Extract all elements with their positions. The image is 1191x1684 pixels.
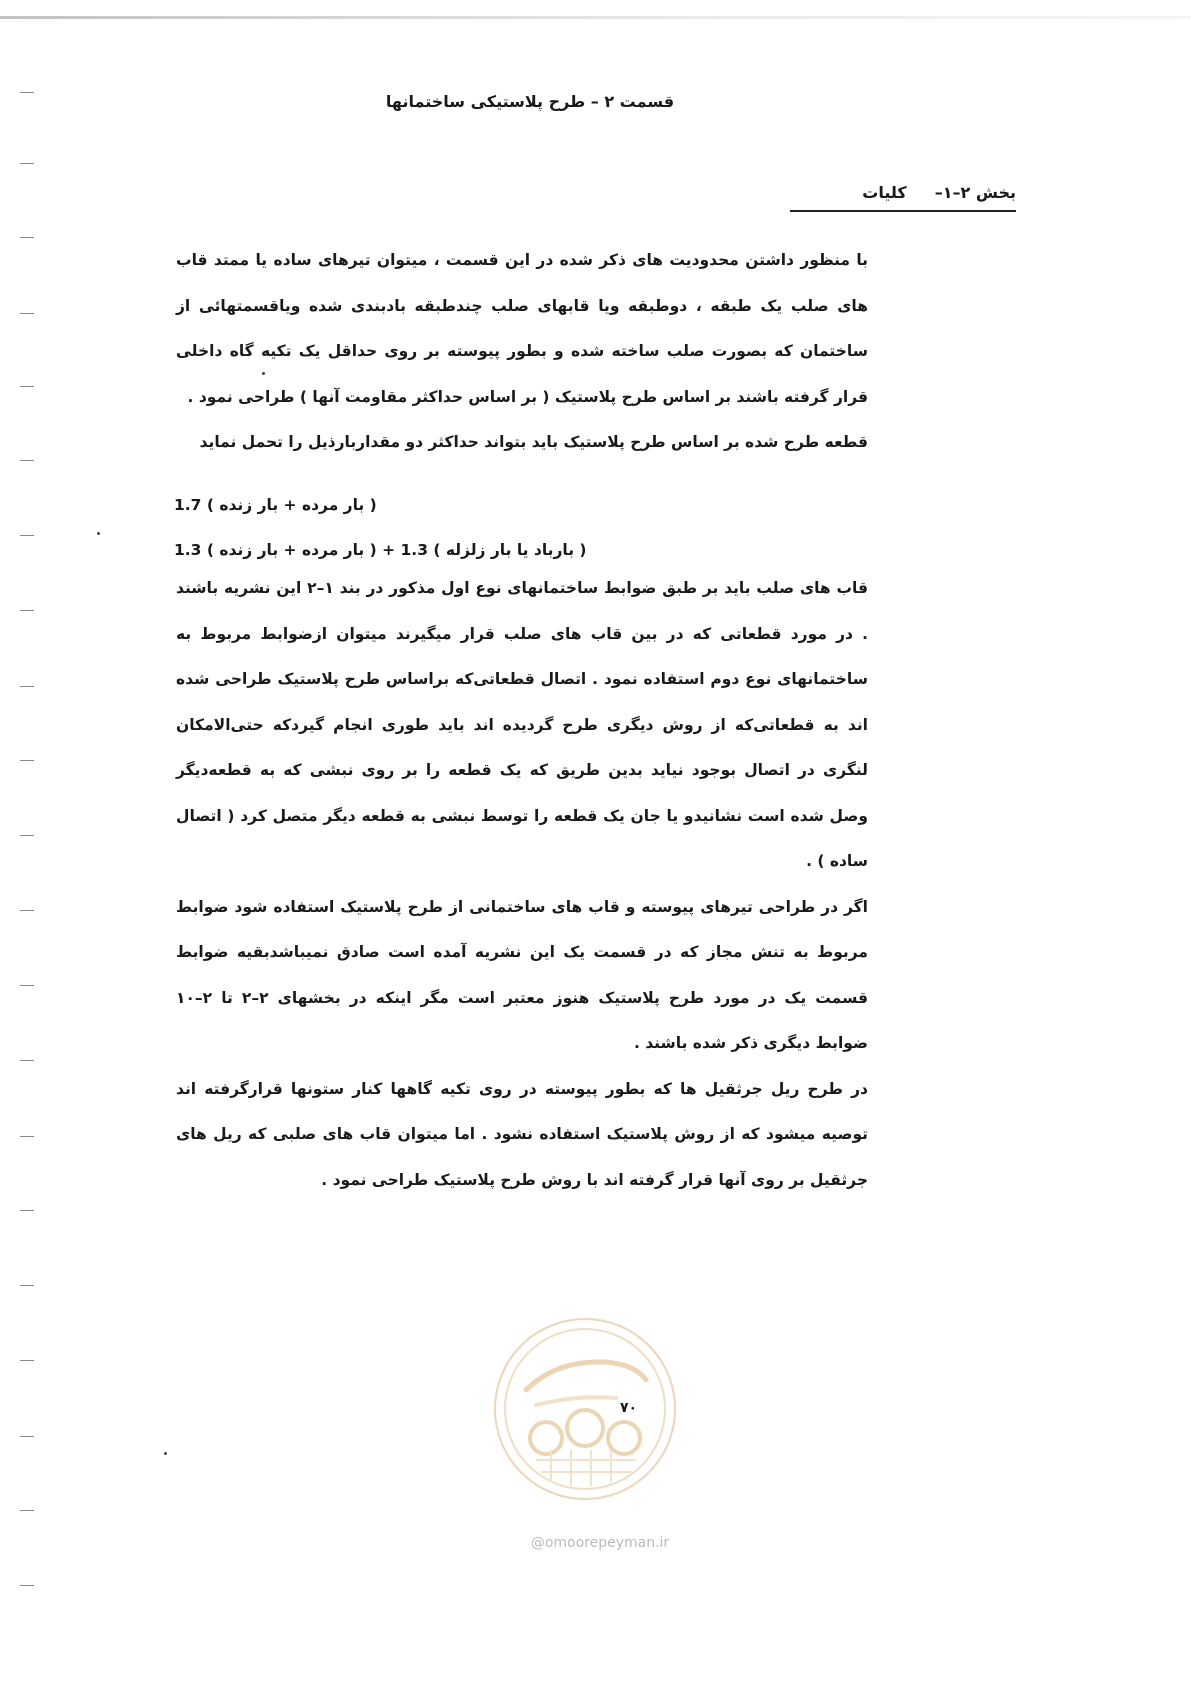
margin-mark [20,237,34,238]
margin-mark [20,92,34,93]
margin-mark [20,1136,34,1137]
margin-mark [20,386,34,387]
body-text [176,238,868,466]
margin-mark [20,610,34,611]
formula-factor: 1.7 [174,496,202,514]
formula-1 [174,496,403,514]
scan-speck [97,532,100,535]
margin-mark [20,1585,34,1586]
paragraph: اگر در طراحی تیرهای پیوسته و قاب های ساختمانی از طرح پلاستیک استفاده شود ضوابط مربوط به تنش مجاز که در قسمت یک این نشریه آمده است صادق نمیباشدبقیه ضوابط قسمت یک در مورد طرح پلاستیک هنوز معتبر است مگر اینکه در بخشهای ۲–۲ تا ۲–۱۰ ضوابط دیگری ذکر شده باشند . [176,897,868,1052]
margin-mark [20,686,34,687]
paragraph: قاب های صلب باید بر طبق ضوابط ساختمانهای نوع اول مذکور در بند ۱–۲ این نشریه باشند . در مورد قطعاتی که در بین قاب های صلب قرار میگیرند میتوان ازضوابط مربوط به ساختمانهای نوع دوم استفاده نمود . اتصال قطعاتی‌که براساس طرح پلاستیک طراحی شده اند به قطعاتی‌که از روش دیگری طرح گردیده اند باید طوری انجام گیردکه حتی‌الامکان لنگری در اتصال بوجود نیاید بدین طریق که یک قطعه را بر روی نبشی که به قطعه‌دیگر وصل شده است نشانیدو یا جان یک قطعه را توسط نبشی به قطعه دیگر متصل کرد ( اتصال ساده ) . [176,579,869,870]
section-heading: کلیات [862,183,907,202]
document-title: قسمت ۲ – طرح پلاستیکی ساختمانها [385,92,675,111]
formula-expression: ( بارباد یا بار زلزله ) 1.3 + ( بار مرده + بار زنده ) [206,541,587,559]
margin-mark [20,313,34,314]
paragraph: با منظور داشتن محدودیت های ذکر شده در این قسمت ، میتوان تیرهای ساده یا ممتد قاب های صلب یک طبقه ، دوطبقه ویا قابهای صلب چندطبقه بادبندی شده ویاقسمتهائی از ساختمان که بصورت صلب ساخته شده و بطور پیوسته بر روی حداقل یک تکیه گاه داخلی قرار گرفته باشند بر اساس طرح پلاستیک ( بر اساس حداکثر مقاومت آنها ) طراحی نمود . [176,251,868,406]
formula-expression: ( بار مرده + بار زنده ) [206,496,377,514]
body-text-continued [176,566,868,1203]
paragraph: قطعه طرح شده بر اساس طرح پلاستیک باید بتواند حداکثر دو مقداربارذیل را تحمل نماید [199,433,868,451]
scan-speck [164,1452,167,1455]
margin-mark [20,1285,34,1286]
section-header [790,183,1016,212]
scan-edge [0,16,1191,19]
margin-mark [20,1060,34,1061]
margin-mark [20,535,34,536]
paragraph: در طرح ریل جرثقیل ها که بطور پیوسته در روی تکیه گاهها کنار ستونها قرارگرفته اند توصیه میشود که از روش پلاستیک استفاده نشود . اما میتوان قاب های صلبی که ریل های جرثقیل بر روی آنها قرار گرفته اند با روش طرح پلاستیک طراحی نمود . [176,1079,868,1189]
margin-mark [20,1510,34,1511]
stamp-logo-icon [496,1320,674,1498]
margin-mark [20,163,34,164]
formula-2 [174,541,613,559]
watermark-stamp [494,1318,676,1500]
margin-mark [20,760,34,761]
section-number: بخش ۲–۱– [934,183,1016,202]
page-number: ۷۰ [620,1400,638,1416]
margin-mark [20,460,34,461]
formula-factor: 1.3 [174,541,202,559]
margin-mark [20,910,34,911]
margin-mark [20,1436,34,1437]
margin-mark [20,985,34,986]
margin-mark [20,835,34,836]
watermark-url: @omoorepeyman.ir [530,1535,670,1551]
margin-mark [20,1360,34,1361]
margin-mark [20,1210,34,1211]
